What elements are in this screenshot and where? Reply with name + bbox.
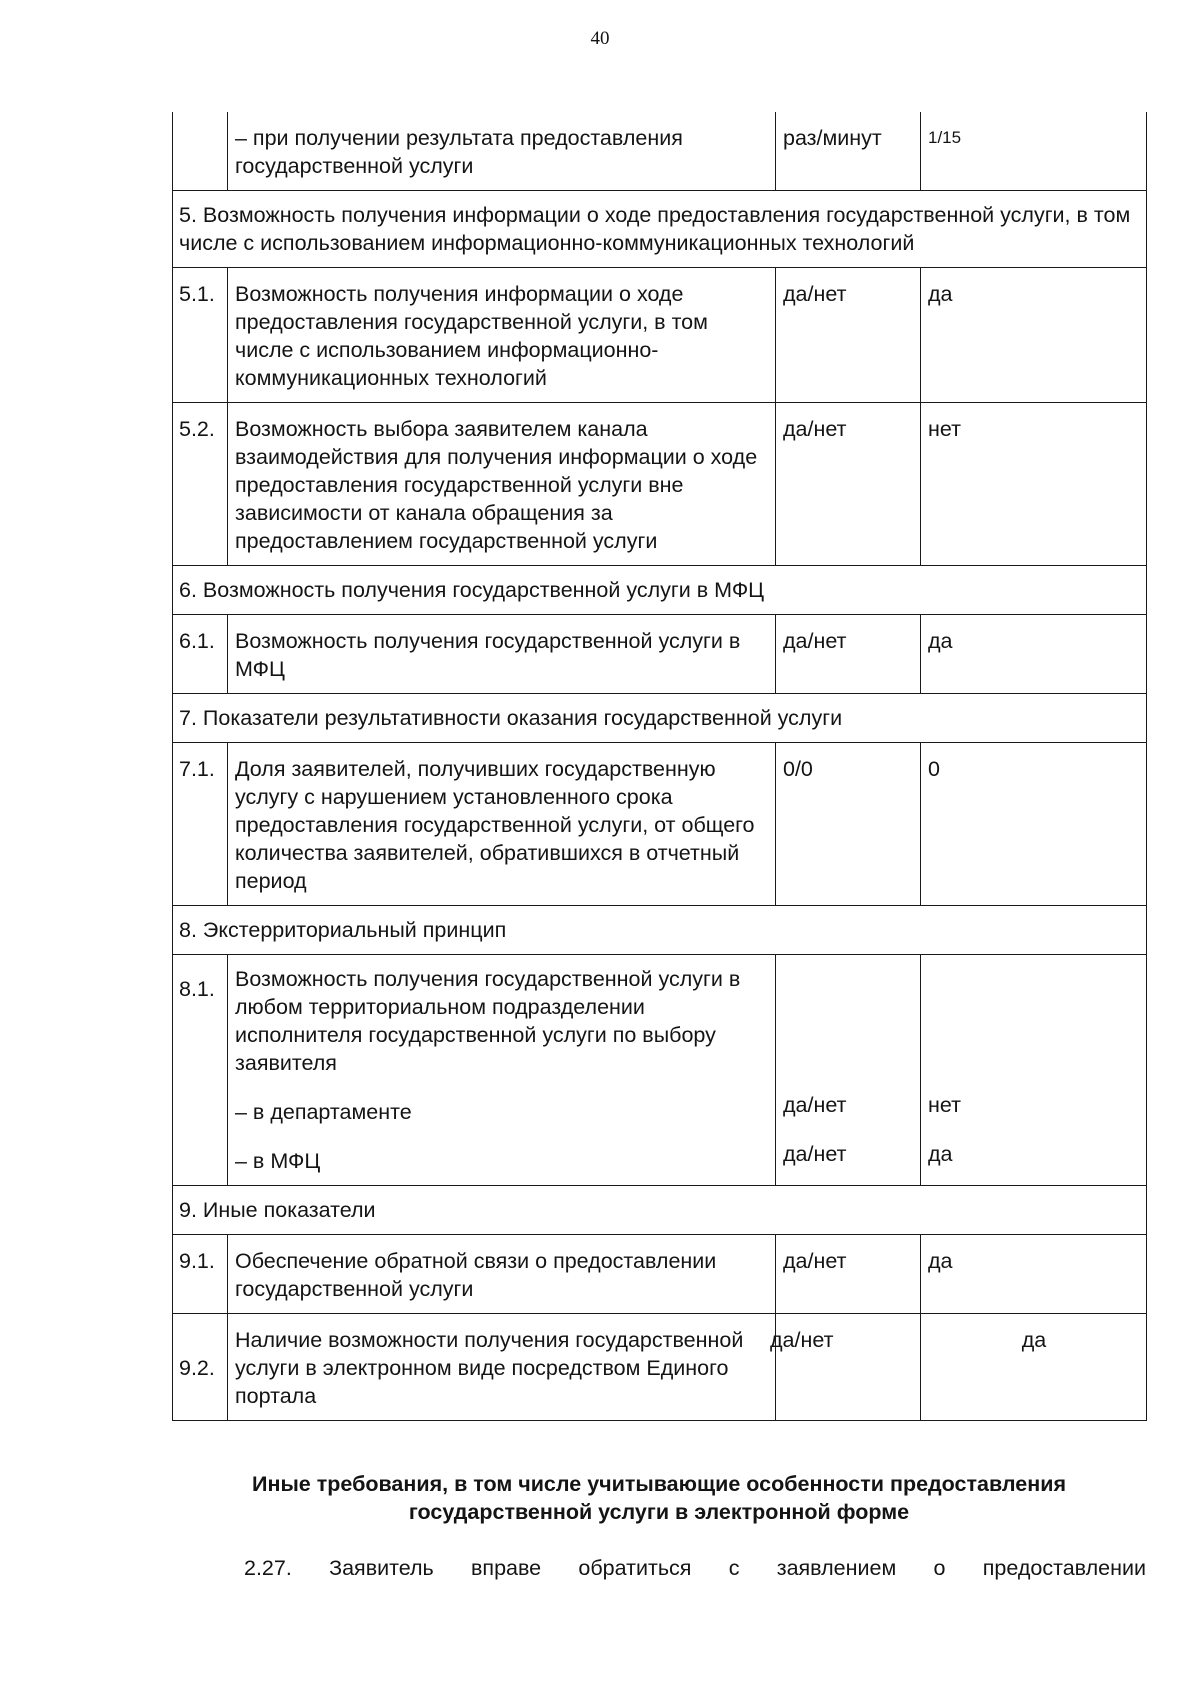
section-row	[173, 191, 1147, 268]
value-cell	[921, 955, 1147, 1186]
indicator-text: Наличие возможности получения государственной услуги в электронном виде посредством Единого портала	[228, 1314, 776, 1421]
row-number: 5.1.	[173, 268, 228, 403]
unit-cell: 0/0	[776, 743, 921, 906]
value-cell: да	[921, 615, 1147, 694]
sub-item-department: – в департаменте	[235, 1100, 412, 1124]
row-number: 9.2.	[173, 1314, 228, 1421]
table-row	[173, 112, 1147, 191]
sub-value-mfc: да	[928, 1142, 953, 1166]
indicator-text: Возможность получения информации о ходе предоставления государственной услуги, в том числе с использованием информационно-коммуникационных технологий	[228, 268, 776, 403]
table-row	[173, 955, 1147, 1186]
row-number	[173, 112, 228, 191]
indicator-text: Доля заявителей, получивших государственную услугу с нарушением установленного срока предоставления государственной услуги, от общего количества заявителей, обратившихся в отчетный период	[228, 743, 776, 906]
indicator-main-text: Возможность получения государственной услуги в любом территориальном подразделении исполнителя государственной услуги по выбору заявителя	[235, 967, 741, 1075]
indicator-text: Возможность получения государственной услуги в МФЦ	[228, 615, 776, 694]
section-row	[173, 906, 1147, 955]
table-row	[173, 1235, 1147, 1314]
value-cell: 1/15	[921, 112, 1147, 191]
table-row	[173, 403, 1147, 566]
table-row	[173, 1314, 1147, 1421]
value-cell: да	[921, 1314, 1147, 1421]
indicators-table	[172, 112, 1147, 1421]
unit-cell	[770, 1314, 921, 1421]
unit-cell: да/нет	[776, 403, 921, 566]
unit-cell: да/нет	[776, 1235, 921, 1314]
section-heading-7: 7. Показатели результативности оказания государственной услуги	[173, 694, 1147, 743]
section-subheading: Иные требования, в том числе учитывающие особенности предоставления государственной услуги в электронной форме	[252, 1472, 1066, 1524]
indicator-text: Возможность выбора заявителем канала взаимодействия для получения информации о ходе предоставления государственной услуги вне зависимости от канала обращения за предоставлением государственной услуги	[228, 403, 776, 566]
value-cell: нет	[921, 403, 1147, 566]
sub-item-mfc: – в МФЦ	[235, 1149, 321, 1173]
unit-text: да/нет	[770, 1328, 834, 1352]
row-number: 8.1.	[173, 955, 228, 1186]
unit-cell	[776, 955, 921, 1186]
page-number: 40	[590, 28, 610, 49]
value-cell: да	[921, 268, 1147, 403]
sub-unit-mfc: да/нет	[783, 1142, 847, 1166]
section-row	[173, 694, 1147, 743]
section-heading-8: 8. Экстерриториальный принцип	[173, 906, 1147, 955]
value-cell: да	[921, 1235, 1147, 1314]
row-number: 9.1.	[173, 1235, 228, 1314]
unit-cell: да/нет	[776, 268, 921, 403]
row-number: 6.1.	[173, 615, 228, 694]
sub-value-department: нет	[928, 1093, 961, 1117]
indicator-text: Обеспечение обратной связи о предоставлении государственной услуги	[228, 1235, 776, 1314]
row-number: 5.2.	[173, 403, 228, 566]
value-cell: 0	[921, 743, 1147, 906]
unit-cell: раз/минут	[776, 112, 921, 191]
section-heading-6: 6. Возможность получения государственной услуги в МФЦ	[173, 566, 1147, 615]
table-row	[173, 615, 1147, 694]
unit-cell: да/нет	[776, 615, 921, 694]
section-row	[173, 1186, 1147, 1235]
indicator-text: – при получении результата предоставления государственной услуги	[228, 112, 776, 191]
table-row	[173, 743, 1147, 906]
section-heading-9: 9. Иные показатели	[173, 1186, 1147, 1235]
row-number: 7.1.	[173, 743, 228, 906]
table-row	[173, 268, 1147, 403]
section-heading-5: 5. Возможность получения информации о ходе предоставления государственной услуги, в том числе с использованием информационно-коммуникационных технологий	[173, 191, 1147, 268]
body-paragraph: 2.27. Заявитель вправе обратиться с заявлением о предоставлении	[244, 1556, 1146, 1580]
indicator-text	[228, 955, 776, 1186]
sub-unit-department: да/нет	[783, 1093, 847, 1117]
section-row	[173, 566, 1147, 615]
